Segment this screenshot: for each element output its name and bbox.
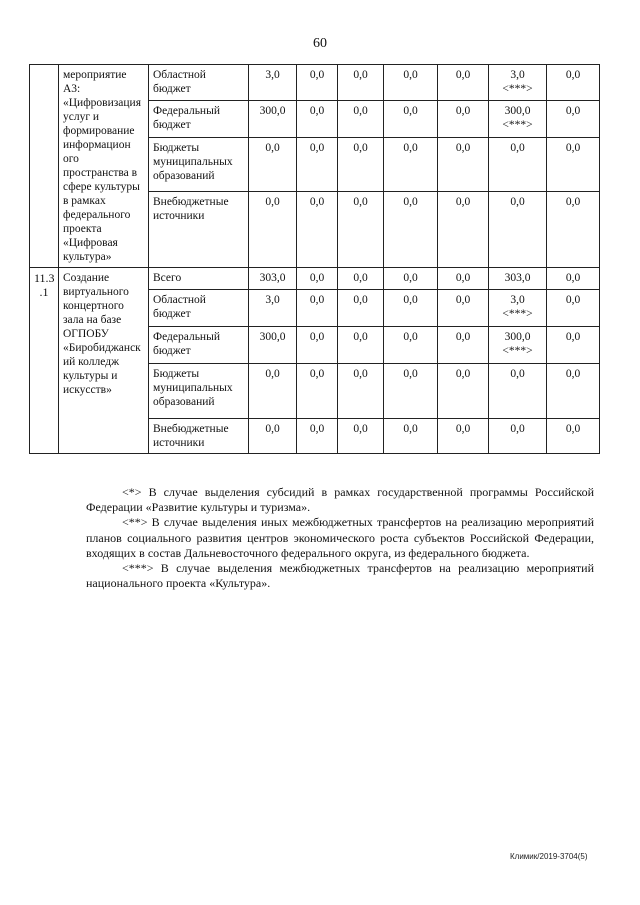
amount-value: 0,0 <box>565 331 581 343</box>
amount-cell <box>384 268 438 290</box>
amount-value: 0,0 <box>403 423 418 435</box>
text-line: сфере культуры <box>63 181 140 193</box>
text-line: образований <box>153 396 215 408</box>
event-name <box>59 65 149 268</box>
text-line: Бюджеты <box>153 142 200 155</box>
amount-cell <box>384 419 438 454</box>
page-number: 60 <box>313 36 327 51</box>
amount-value: 0,0 <box>403 104 418 117</box>
amount-cell <box>249 364 297 419</box>
amount-cell <box>489 419 547 454</box>
amount-cell <box>249 138 297 192</box>
text-line: Внебюджетные <box>153 195 229 208</box>
amount-value: 0,0 <box>455 368 471 380</box>
amount-cell <box>338 290 384 327</box>
text-line: бюджет <box>153 83 191 95</box>
text-line: бюджет <box>153 345 191 357</box>
amount-cell <box>384 191 438 267</box>
amount-cell <box>438 65 489 101</box>
text-line: пространства в <box>63 167 138 179</box>
text-line: Всего <box>153 272 182 284</box>
amount-value: 0,0 <box>353 331 368 343</box>
amount-value: 0,0 <box>565 195 581 208</box>
text-line: источники <box>153 437 205 449</box>
text-line: ий колледж <box>63 356 120 368</box>
footnote-marker: <***> <box>502 118 533 131</box>
amount-cell <box>384 138 438 192</box>
amount-value: 0,0 <box>455 423 471 435</box>
amount-value: 0,0 <box>309 423 325 435</box>
amount-cell <box>249 290 297 327</box>
amount-value: 0,0 <box>565 423 581 435</box>
amount-cell <box>338 138 384 192</box>
amount-value: 300,0 <box>504 104 531 117</box>
text-line: А3: <box>63 83 81 95</box>
row-index <box>30 268 59 454</box>
amount-cell <box>249 327 297 364</box>
amount-cell <box>297 290 338 327</box>
text-line: бюджет <box>153 118 191 131</box>
amount-cell <box>547 138 600 192</box>
amount-value: 0,0 <box>353 142 368 155</box>
amount-cell <box>384 327 438 364</box>
text-line: .1 <box>39 285 49 299</box>
amount-cell <box>338 327 384 364</box>
amount-cell <box>249 419 297 454</box>
amount-value: 0,0 <box>309 272 325 284</box>
amount-cell <box>297 364 338 419</box>
text-line: Федеральный <box>153 331 220 343</box>
amount-cell <box>297 65 338 101</box>
amount-value: 0,0 <box>309 142 325 155</box>
amount-cell <box>297 138 338 192</box>
event-name <box>59 268 149 454</box>
amount-value: 0,0 <box>565 142 581 155</box>
amount-value: 0,0 <box>510 195 525 208</box>
amount-cell <box>438 290 489 327</box>
amount-value: 0,0 <box>265 423 280 435</box>
text-line: «Цифровая <box>63 237 118 249</box>
amount-value: 300,0 <box>259 104 286 117</box>
amount-value: 0,0 <box>565 368 581 380</box>
amount-cell <box>438 100 489 138</box>
funding-source <box>149 65 249 101</box>
amount-value: 0,0 <box>510 142 525 155</box>
amount-cell <box>338 65 384 101</box>
funding-source <box>149 364 249 419</box>
amount-cell <box>547 191 600 267</box>
amount-cell <box>438 191 489 267</box>
amount-cell <box>249 191 297 267</box>
amount-value: 0,0 <box>265 368 280 380</box>
amount-cell <box>489 327 547 364</box>
funding-source <box>149 191 249 267</box>
amount-cell <box>489 100 547 138</box>
amount-cell <box>547 65 600 101</box>
amount-value: 0,0 <box>353 272 368 284</box>
amount-cell <box>384 100 438 138</box>
amount-value: 300,0 <box>259 331 286 343</box>
amount-cell <box>489 191 547 267</box>
amount-value: 0,0 <box>309 331 325 343</box>
amount-cell <box>249 268 297 290</box>
amount-cell <box>297 191 338 267</box>
amount-cell <box>489 65 547 101</box>
text-line: информацион <box>63 139 131 151</box>
amount-value: 0,0 <box>403 331 418 343</box>
text-line: муниципальных <box>153 156 233 169</box>
table-row <box>30 268 600 290</box>
footnote-marker: <***> <box>502 83 533 95</box>
footnote-1: <*> В случае выделения субсидий в рамках государственной программы Российской Федерации «Развитие культуры и туризма». <box>86 485 594 515</box>
amount-value: 0,0 <box>403 294 418 306</box>
amount-value: 0,0 <box>565 272 581 284</box>
amount-cell <box>249 100 297 138</box>
text-line: ого <box>63 153 79 165</box>
funding-source <box>149 100 249 138</box>
amount-cell <box>547 419 600 454</box>
table-row <box>30 65 600 101</box>
text-line: 11.3 <box>34 271 55 285</box>
amount-cell <box>547 327 600 364</box>
text-line: муниципальных <box>153 382 233 394</box>
amount-cell <box>249 65 297 101</box>
amount-value: 0,0 <box>353 423 368 435</box>
amount-value: 0,0 <box>403 368 418 380</box>
text-line: искусств» <box>63 384 112 396</box>
amount-cell <box>297 268 338 290</box>
amount-value: 0,0 <box>265 142 280 155</box>
text-line: Областной <box>153 69 206 81</box>
amount-cell <box>547 100 600 138</box>
text-line: мероприятие <box>63 69 127 81</box>
document-stamp: Климик/2019-3704(5) <box>510 852 588 861</box>
amount-cell <box>384 364 438 419</box>
amount-cell <box>384 65 438 101</box>
amount-value: 0,0 <box>455 142 471 155</box>
amount-cell <box>438 419 489 454</box>
text-line: формирование <box>63 125 135 137</box>
funding-source <box>149 138 249 192</box>
text-line: источники <box>153 209 205 222</box>
text-line: образований <box>153 170 215 183</box>
footnote-2: <**> В случае выделения иных межбюджетных трансфертов на реализацию мероприятий планов социального развития центров экономического роста субъектов Российской Федерации, входящих в состав Дальневосточного федерального округа, из федерального бюджета. <box>86 515 594 560</box>
amount-cell <box>438 138 489 192</box>
amount-cell <box>438 327 489 364</box>
amount-value: 3,0 <box>510 69 525 81</box>
amount-value: 0,0 <box>455 195 471 208</box>
amount-value: 300,0 <box>504 331 531 343</box>
amount-value: 0,0 <box>309 104 325 117</box>
amount-value: 0,0 <box>265 195 280 208</box>
amount-value: 0,0 <box>353 294 368 306</box>
amount-value: 0,0 <box>455 294 471 306</box>
amount-cell <box>384 290 438 327</box>
footnote-marker: <***> <box>502 308 533 320</box>
text-line: «Цифровизация <box>63 97 141 109</box>
funding-source <box>149 327 249 364</box>
row-index <box>30 65 59 268</box>
amount-cell <box>297 419 338 454</box>
text-line: бюджет <box>153 308 191 320</box>
text-line: федерального <box>63 209 131 221</box>
amount-value: 3,0 <box>265 69 280 81</box>
amount-cell <box>297 327 338 364</box>
text-line: проекта <box>63 223 102 235</box>
text-line: Внебюджетные <box>153 423 229 435</box>
text-line: виртуального <box>63 286 129 298</box>
amount-cell <box>338 419 384 454</box>
funding-source <box>149 268 249 290</box>
amount-value: 0,0 <box>510 423 525 435</box>
text-line: Создание <box>63 272 110 284</box>
amount-value: 0,0 <box>309 294 325 306</box>
amount-cell <box>547 268 600 290</box>
text-line: «Биробиджанск <box>63 342 141 354</box>
amount-value: 3,0 <box>265 294 280 306</box>
text-line: зала на базе <box>63 314 122 326</box>
amount-value: 3,0 <box>510 294 525 306</box>
amount-cell <box>489 364 547 419</box>
amount-value: 0,0 <box>403 142 418 155</box>
amount-value: 0,0 <box>455 331 471 343</box>
amount-value: 0,0 <box>353 368 368 380</box>
budget-table <box>29 64 600 454</box>
amount-value: 0,0 <box>403 195 418 208</box>
text-line: в рамках <box>63 195 106 207</box>
amount-value: 0,0 <box>309 195 325 208</box>
text-line: концертного <box>63 300 124 312</box>
amount-value: 0,0 <box>353 104 368 117</box>
footnotes <box>86 485 594 591</box>
amount-cell <box>438 364 489 419</box>
text-line: культуры и <box>63 370 118 382</box>
funding-source <box>149 419 249 454</box>
text-line: Федеральный <box>153 104 220 117</box>
amount-cell <box>338 268 384 290</box>
text-line: услуг и <box>63 111 100 123</box>
text-line: культура» <box>63 251 112 263</box>
amount-value: 0,0 <box>403 69 418 81</box>
amount-cell <box>338 364 384 419</box>
footnote-3: <***> В случае выделения межбюджетных трансфертов на реализацию мероприятий национального проекта «Культура». <box>86 561 594 591</box>
amount-value: 303,0 <box>504 272 531 284</box>
footnote-marker: <***> <box>502 345 533 357</box>
amount-value: 0,0 <box>455 69 471 81</box>
amount-value: 0,0 <box>403 272 418 284</box>
amount-cell <box>438 268 489 290</box>
amount-value: 0,0 <box>455 104 471 117</box>
amount-value: 0,0 <box>353 69 368 81</box>
amount-cell <box>338 191 384 267</box>
amount-value: 0,0 <box>309 368 325 380</box>
amount-value: 0,0 <box>565 69 581 81</box>
amount-cell <box>489 268 547 290</box>
amount-cell <box>489 138 547 192</box>
amount-cell <box>547 290 600 327</box>
funding-source <box>149 290 249 327</box>
amount-cell <box>297 100 338 138</box>
text-line: Бюджеты <box>153 368 200 380</box>
amount-cell <box>489 290 547 327</box>
amount-value: 0,0 <box>353 195 368 208</box>
amount-value: 303,0 <box>259 272 286 284</box>
amount-cell <box>338 100 384 138</box>
amount-value: 0,0 <box>309 69 325 81</box>
amount-value: 0,0 <box>565 294 581 306</box>
amount-cell <box>547 364 600 419</box>
text-line: ОГПОБУ <box>63 328 109 340</box>
amount-value: 0,0 <box>565 104 581 117</box>
amount-value: 0,0 <box>510 368 525 380</box>
amount-value: 0,0 <box>455 272 471 284</box>
text-line: Областной <box>153 294 206 306</box>
